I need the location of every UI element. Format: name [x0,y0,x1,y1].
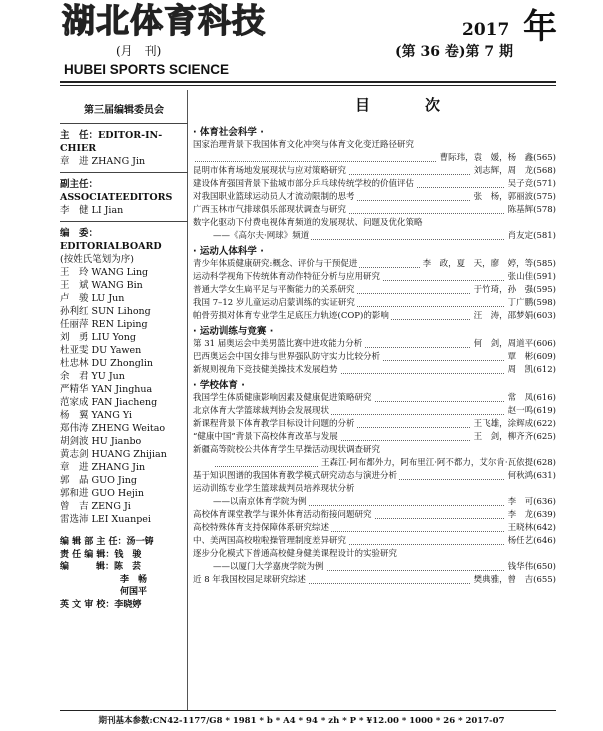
editorial-staff [60,536,188,611]
toc-entry-author-page: 张山佳(591) [505,271,556,284]
toc-entry-author-page: 何秋鸿(631) [505,470,556,483]
staff-line: 责 任 编 辑：钱 骏 [60,549,142,560]
toc-entry[interactable] [193,284,556,297]
issue-year-character: 年 [523,7,557,47]
member-name: 孙利红 SUN Lihong [60,306,151,317]
member-name: 任丽萍 REN Liping [60,319,148,330]
toc-entry-author-page: 周 凯(612) [505,364,556,377]
member-name: 黄志剑 HUANG Zhijian [60,449,167,460]
staff-line: 编 辑 部 主 任：汤一铸 [60,537,154,547]
toc-entry-title: ——以厦门大学嘉庚学院为例 [193,562,326,572]
toc-entry-title: 建设体育强国背景下盐城市部分乒乓球传统学校的价值评估 [193,179,415,189]
toc-entry[interactable] [193,431,556,444]
member-name: 雷选沛 LEI Xuanpei [60,514,151,525]
toc-entry-title: 普通大学女生扁平足与平衡能力的关系研究 [193,285,355,295]
toc-entry-author-page: 王 剑，柳齐齐(625) [471,431,556,444]
toc-entry[interactable] [193,297,556,310]
deputy-editor-label: 副主任：ASSOCIATEEDITORS [60,179,173,203]
member-name: 王 玲 WANG Ling [60,267,149,278]
toc-entry[interactable] [193,405,556,418]
toc-entry[interactable] [193,351,556,364]
member-name: 曾 吉 ZENG Ji [60,501,131,512]
toc-entry-title: 运动训练专业学生篮球裁判员培养现状分析 [193,484,355,494]
staff-line: 英 文 审 校：李晓婷 [60,599,142,610]
toc-entry[interactable] [193,483,556,496]
staff-line: 李 畅 [120,574,148,585]
editorial-board-note: (按姓氏笔划为序) [60,254,134,265]
committee-rule [60,172,188,173]
toc-entry-author-page: 常 凤(616) [505,392,556,405]
editorial-committee [60,104,188,611]
staff-line: 何国平 [120,587,148,597]
member-name: 范家成 FAN Jiacheng [60,397,158,408]
toc-entry-title: ——以南京体育学院为例 [193,497,309,507]
toc-entry[interactable] [193,418,556,431]
toc-entry-title: 基于知识图谱的我国体育教学模式研究动态与演进分析 [193,471,398,481]
toc-entry-author-page: 吴子竞(571) [505,178,556,191]
toc-entry-author-page: 樊典雅，曾 吉(655) [471,574,556,587]
toc-entry[interactable] [193,152,556,165]
toc-entry-title: 广西玉林市气排球俱乐部现状调查与研究 [193,205,347,215]
member-name: 郭 晶 GUO Jing [60,475,137,486]
toc-entry-title: 高校特殊体育支持保障体系研究综述 [193,523,330,533]
toc-entry[interactable] [193,364,556,377]
toc-entry-title: 逐步分化模式下普通高校健身健美课程设计的实验研究 [193,549,398,559]
toc-entry-title: 青少年体质健康研究:概念、评价与干预促进 [193,259,358,269]
member-name: 郑伟涛 ZHENG Weitao [60,423,166,434]
toc-entry[interactable] [193,139,556,152]
toc-entry[interactable] [193,271,556,284]
toc-entry[interactable] [193,444,556,457]
toc-entry[interactable] [193,217,556,230]
toc-entry-title: 第 31 届奥运会中美男篮比赛中进攻能力分析 [193,339,363,349]
toc-entry-title: 运动科学视角下传统体育动作特征分析与应用研究 [193,272,381,282]
toc-section-heading: · 运动人体科学 · [193,246,264,257]
member-name: 杜忠林 DU Zhonglin [60,358,153,369]
footer-rule [60,710,556,711]
issue-year: 2017 [462,20,510,40]
toc-entry-title: 帕骨劳损对体育专业学生足底压力轨迹(COP)的影响 [193,311,389,321]
toc-entry-author-page: 杨任艺(646) [505,535,556,548]
toc-entry[interactable] [193,178,556,191]
committee-title: 第三届编辑委员会 [84,105,164,116]
toc-entry-title: 我国学生体质健康影响因素及健康促进策略研究 [193,393,372,403]
toc-entry-title [193,458,215,468]
toc-entry-title: 我国 7–12 岁儿童运动启蒙训练的实证研究 [193,298,355,308]
member-name: 杜亚雯 DU Yawen [60,345,142,356]
toc-entry[interactable] [193,470,556,483]
chief-editor-label: 主 任：EDITOR-IN-CHIER [60,130,163,154]
deputy-editor-name: 李 健 LI Jian [60,205,124,216]
toc-entry-author-page: 王晓林(642) [505,522,556,535]
toc-entry[interactable] [193,574,556,587]
toc-entry-title: 对我国职业篮球运动员人才流动限制的思考 [193,192,355,202]
toc-entry-title: 高校体育课堂教学与课外体育活动衔接问题研究 [193,510,372,520]
toc-entry-title: ——《高尔夫·网球》频道 [193,231,311,241]
toc-entry-title: 新规则视角下竞技健美操技术发展趋势 [193,365,338,375]
toc-entry-title: 近 8 年我国校园足球研究综述 [193,575,306,585]
journal-frequency: (月 刊) [116,44,162,58]
toc-entry-author-page: 王森江·阿布都外力，阿布里江·阿不都力，艾尔肯·瓦依提(628) [318,457,556,470]
toc-entry-author-page: 刘志辉，周 龙(568) [471,165,556,178]
member-name: 章 进 ZHANG Jin [60,462,146,473]
toc-entry-title: 昆明市体育场地发展现状与应对策略研究 [193,166,347,176]
toc-entry-author-page: 王飞雄，涂辉成(622) [471,418,556,431]
toc-entry-author-page: 汪 涛，邵梦娟(603) [471,310,556,323]
toc-entry-title: 北京体育大学篮球裁判协会发展现状 [193,406,330,416]
toc-entry-title: 中、美两国高校啦啦操管理制度差异研究 [193,536,347,546]
header-rule-thin [60,85,556,86]
toc-entry-author-page: 肖友定(581) [505,230,556,243]
toc-entry-author-page: 李 龙(639) [505,509,556,522]
toc-entry-author-page: 赵一鸣(619) [505,405,556,418]
issue-volume-number: (第 36 卷)第 7 期 [395,44,513,60]
chief-editor-name: 章 进 ZHANG Jin [60,156,146,167]
committee-rule [60,221,188,222]
toc-entry-title [193,153,195,163]
toc-entry-author-page: 李 可(636) [505,496,556,509]
member-name: 严精华 YAN Jinghua [60,384,153,395]
journal-parameters: 期刊基本参数:CN42-1177/G8 * 1981 * b * A4 * 94 * zh * P * ¥12.00 * 1000 * 26 * 2017-07 [98,716,505,726]
toc-entry[interactable] [193,457,556,470]
toc-entry[interactable] [193,165,556,178]
member-name: 胡剑波 HU Jianbo [60,436,142,447]
toc-entry-author-page: 何 剑，周道平(606) [471,338,556,351]
toc-entry[interactable] [193,204,556,217]
table-of-contents [193,124,556,587]
toc-entry-title: 国家治理背景下我国体育文化冲突与体育文化变迁路径研究 [193,140,415,150]
member-name: 余 君 YU Jun [60,371,125,382]
toc-entry[interactable] [193,191,556,204]
editorial-board-label: 编 委：EDITORIALBOARD [60,228,162,252]
toc-entry[interactable] [193,509,556,522]
toc-section-heading: · 运动训练与竞赛 · [193,326,274,337]
toc-entry-author-page: 李 政，夏 天，廖 婷，等(585) [420,258,556,271]
header-rule-thick [60,81,556,83]
toc-entry-title: “健康中国”背景下高校体育改革与发展 [193,432,338,442]
toc-entry[interactable] [193,258,556,271]
member-name: 刘 勇 LIU Yong [60,332,136,343]
member-name: 王 斌 WANG Bin [60,280,143,291]
toc-entry[interactable] [193,392,556,405]
toc-entry-author-page: 曹际玮，袁 媛，杨 鑫(565) [437,152,556,165]
member-name: 卢 骏 LU Jun [60,293,125,304]
toc-entry[interactable] [193,535,556,548]
toc-entry[interactable] [193,561,556,574]
toc-entry[interactable] [193,230,556,243]
toc-title: 目 次 [355,96,461,114]
toc-entry[interactable] [193,338,556,351]
toc-entry-title: 新疆高等院校公共体育学生早操活动现状调查研究 [193,445,381,455]
toc-entry[interactable] [193,548,556,561]
toc-entry-author-page: 丁广鹏(598) [505,297,556,310]
toc-entry[interactable] [193,496,556,509]
toc-entry-author-page: 覃 彬(609) [505,351,556,364]
committee-rule [60,123,188,124]
staff-line: 编 辑：陈 芸 [60,562,142,572]
toc-entry-title: 巴西奥运会中国女排与世界强队防守实力比较分析 [193,352,381,362]
member-name: 杨 翼 YANG Yi [60,410,132,421]
toc-entry-title: 数字化驱动下付费电视体育频道的发展现状、问题及优化策略 [193,218,423,228]
journal-title-chinese: 湖北体育科技 [62,1,266,40]
journal-title-english: HUBEI SPORTS SCIENCE [64,62,230,77]
member-list [60,266,188,526]
toc-entry-author-page: 张 杨，郭丽波(575) [471,191,556,204]
toc-entry-author-page: 钱华伟(650) [505,561,556,574]
toc-section-heading: · 体育社会科学 · [193,127,264,138]
toc-entry-title: 新课程背景下体育教学目标设计问题的分析 [193,419,355,429]
toc-entry-author-page: 于竹琦，孙 强(595) [471,284,556,297]
toc-section-heading: · 学校体育 · [193,380,245,391]
toc-entry[interactable] [193,522,556,535]
toc-entry[interactable] [193,310,556,323]
member-name: 郭和进 GUO Hejin [60,488,144,499]
toc-entry-author-page: 陈基辉(578) [505,204,556,217]
